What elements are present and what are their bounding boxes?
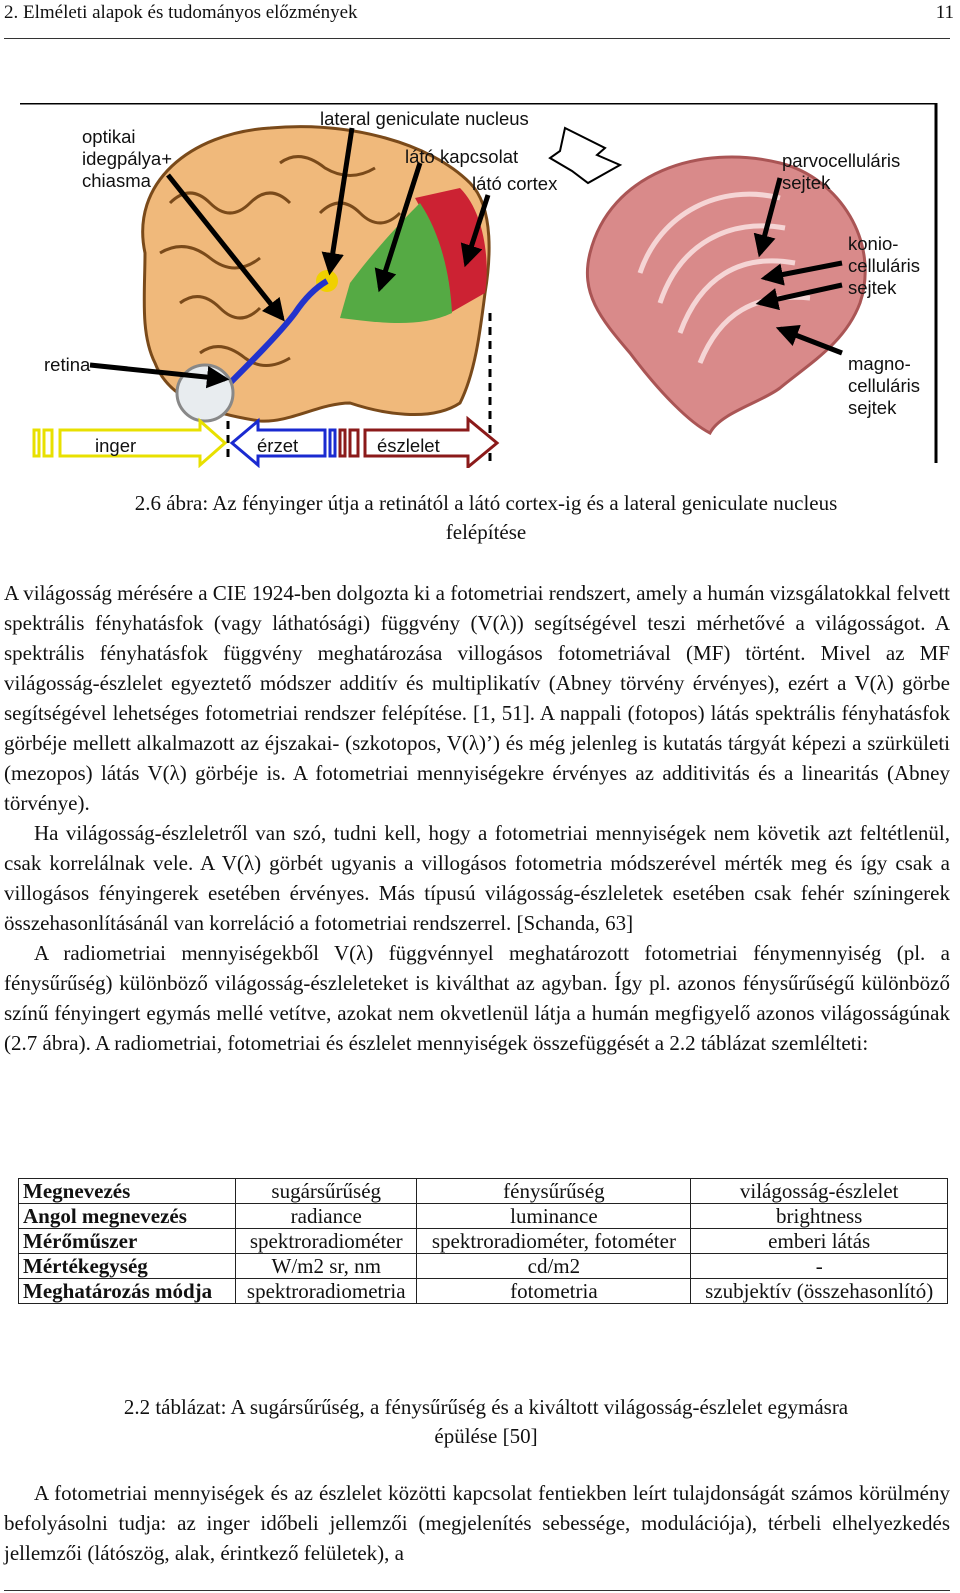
quantities-table	[18, 1178, 948, 1304]
figure-visual-pathway	[20, 103, 952, 468]
paragraph: A világosság mérésére a CIE 1924-ben dolgozta ki a fotometriai rendszert, amely a humán vizsgálatokkal felvett spektrális fényhatásfok (vagy láthatósági) függvény (V(λ)) segítségével teszi mérhetővé a világosságot. A spektrális fényhatásfok függvény meghatározása villogásos fotometriával (MF) történt. Mivel az MF világosság-észlelet egyeztető módszer additív és multiplikatív (Abney törvény érvényes), ezért a V(λ) görbe segítségével lehetséges fotometriai rendszer felépítése. [1, 51]. A nappali (fotopos) látás spektrális fényhatásfok görbéje mellett alkalmazott az éjszakai- (szkotopos, V(λ)’) és még jelenleg is kutatás tárgyát képezi a szürkületi (mezopos) látás V(λ) görbéje is. A fotometriai mennyiségekre érvényes az additivitás és a linearitás (Abney törvénye).	[4, 581, 950, 815]
table-caption: 2.2 táblázat: A sugársűrűség, a fénysűrűség és a kiváltott világosság-észlelet egymásra épülése [50]	[123, 1395, 849, 1448]
label-eszlelet: észlelet	[377, 435, 440, 456]
paragraph: Ha világosság-észleletről van szó, tudni kell, hogy a fotometriai mennyiségek nem követik azt feltétlenül, csak korrelálnak vele. A V(λ) görbét ugyanis a villogásos fotometria módszerével mérték meg és így csak a villogásos fényingerek esetében érvényes. Más típusú világosság-észleletek esetében csak fehér színingerek összehasonlításánál van korreláció a fotometriai rendszerrel. [Schanda, 63]	[4, 821, 950, 935]
table-cell: emberi látás	[691, 1229, 948, 1254]
inger-arrow	[60, 421, 225, 465]
page-header	[4, 2, 954, 24]
table-cell: spektroradiometria	[236, 1279, 417, 1304]
table-cell: Mértékegység	[19, 1254, 236, 1279]
label-inger: inger	[95, 435, 137, 456]
table-row	[19, 1229, 948, 1254]
paragraph: A radiometriai mennyiségekből V(λ) függvénnyel meghatározott fotometriai fénymennyiség (pl. a fénysűrűség) különböző világosság-észleleteket is kiválthat az agyban. Így pl. azonos fénysűrűségű különböző színű fényingert egymás mellé vetítve, azokat nem okvetlenül látja a humán megfigyelő azonos világosságúnak (2.7 ábra). A radiometriai, fotometriai és észlelet mennyiségek összefüggését a 2.2 táblázat szemlélteti:	[4, 941, 950, 1055]
header-rule	[4, 38, 950, 39]
chapter-title: 2. Elméleti alapok és tudományos előzmények	[4, 2, 358, 23]
table-cell: radiance	[236, 1204, 417, 1229]
table-cell: W/m2 sr, nm	[236, 1254, 417, 1279]
table-cell: sugársűrűség	[236, 1179, 417, 1204]
table-cell: cd/m2	[417, 1254, 691, 1279]
table-cell: luminance	[417, 1204, 691, 1229]
table-cell: spektroradiométer	[236, 1229, 417, 1254]
label-lato-cortex: látó cortex	[472, 173, 558, 194]
table-row	[19, 1279, 948, 1304]
body-text-1	[4, 578, 950, 1058]
label-lato-kapcsolat: látó kapcsolat	[405, 146, 519, 167]
zoom-arrow	[550, 128, 620, 183]
page-number: 11	[935, 2, 954, 23]
body-text-2: A fotometriai mennyiségek és az észlelet közötti kapcsolat fentiekben leírt tulajdonságát számos körülmény befolyásolni tudja: az inger időbeli jellemzői (megjelenítés sebessége, modulációja), térbeli elhelyezkedés jellemzői (látószög, alak, érintkező felületek), a	[4, 1481, 950, 1565]
footer-rule	[4, 1590, 950, 1591]
label-parvo: parvocelluláris sejtek	[782, 150, 901, 193]
table-cell: spektroradiométer, fotométer	[417, 1229, 691, 1254]
label-konio: konio- celluláris sejtek	[848, 233, 920, 298]
figure-caption: 2.6 ábra: Az fényinger útja a retinától a látó cortex-ig és a lateral geniculate nucleus felépítése	[134, 491, 838, 544]
table-cell: fotometria	[417, 1279, 691, 1304]
table-cell: brightness	[691, 1204, 948, 1229]
table-cell: Meghatározás módja	[19, 1279, 236, 1304]
label-optikai: optikai idegpálya+ chiasma	[82, 126, 173, 191]
label-lgn: lateral geniculate nucleus	[320, 108, 529, 129]
table-cell: fénysűrűség	[417, 1179, 691, 1204]
table-cell: világosság-észlelet	[691, 1179, 948, 1204]
label-erzet: érzet	[257, 435, 299, 456]
table-cell: -	[691, 1254, 948, 1279]
label-magno: magno- celluláris sejtek	[848, 353, 920, 418]
table-row	[19, 1204, 948, 1229]
label-retina: retina	[44, 354, 91, 375]
table-cell: szubjektív (összehasonlító)	[691, 1279, 948, 1304]
table-cell: Megnevezés	[19, 1179, 236, 1204]
table-row	[19, 1179, 948, 1204]
table-cell: Angol megnevezés	[19, 1204, 236, 1229]
table-cell: Mérőműszer	[19, 1229, 236, 1254]
table-row	[19, 1254, 948, 1279]
